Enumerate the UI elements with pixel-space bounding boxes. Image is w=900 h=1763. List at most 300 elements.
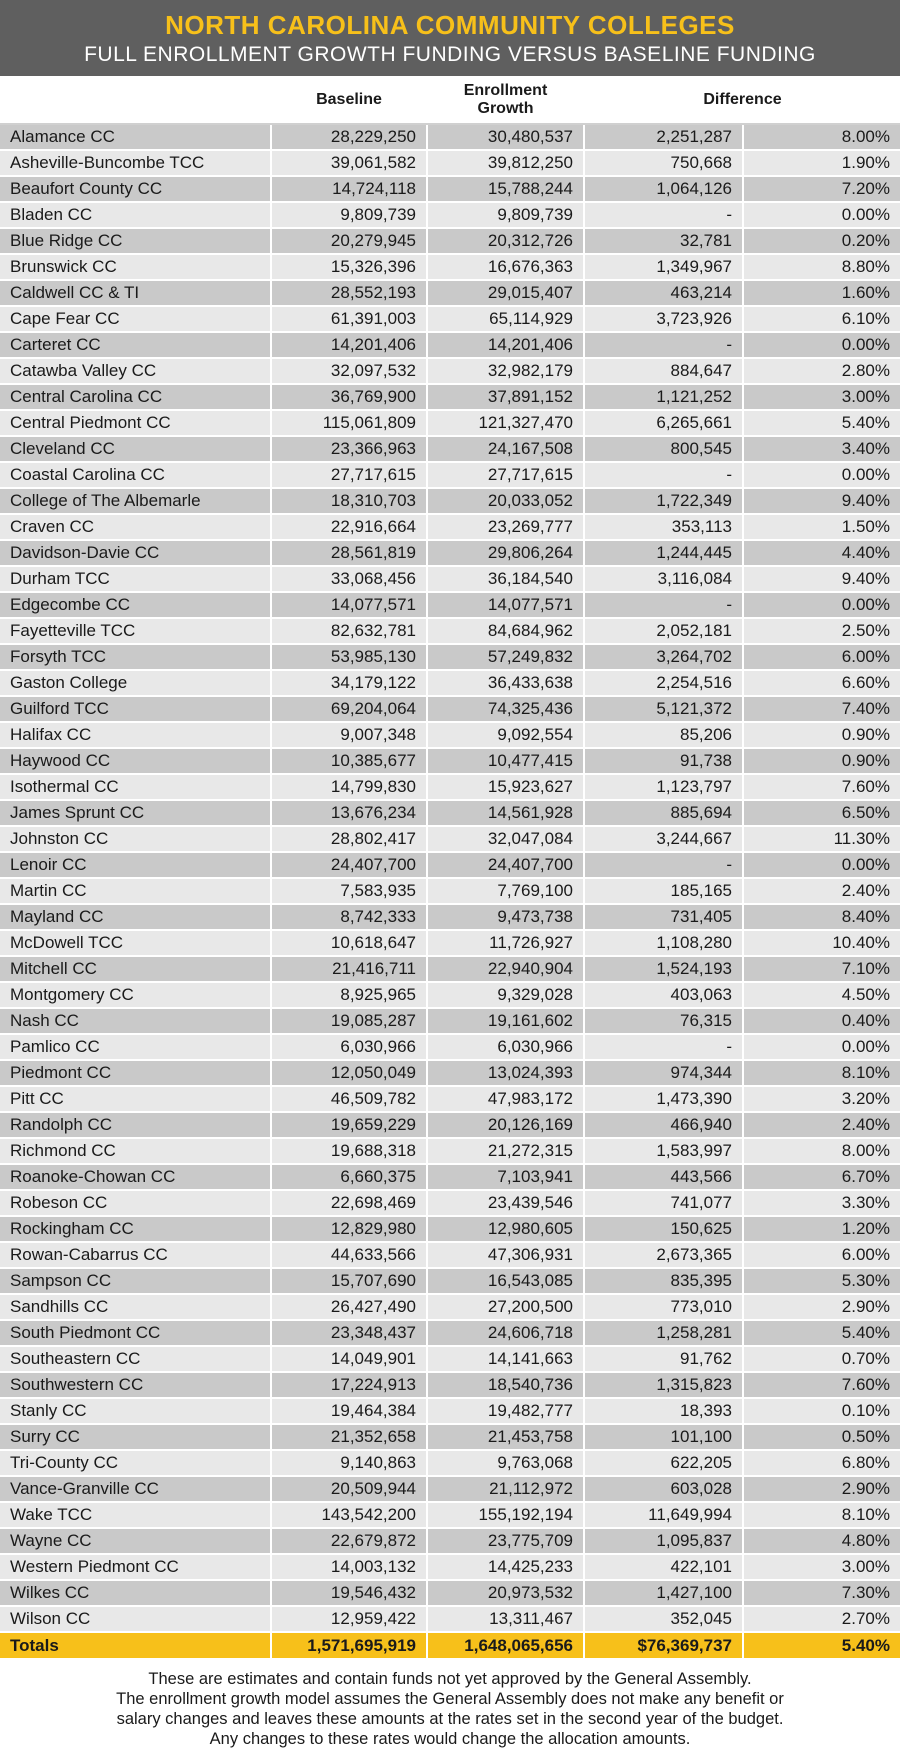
table-row: [0, 748, 900, 774]
table-row: [0, 904, 900, 930]
baseline-value: 12,829,980: [271, 1216, 427, 1242]
difference-amount: 185,165: [584, 878, 743, 904]
enrollment-growth-value: 29,015,407: [427, 280, 584, 306]
table-row: [0, 1112, 900, 1138]
college-name: Piedmont CC: [0, 1060, 271, 1086]
baseline-value: 14,201,406: [271, 332, 427, 358]
difference-amount: 353,113: [584, 514, 743, 540]
enrollment-growth-value: 121,327,470: [427, 410, 584, 436]
baseline-value: 61,391,003: [271, 306, 427, 332]
table-row: [0, 124, 900, 150]
difference-amount: 1,524,193: [584, 956, 743, 982]
college-name: Wilkes CC: [0, 1580, 271, 1606]
enrollment-growth-value: 23,775,709: [427, 1528, 584, 1554]
college-name: Mitchell CC: [0, 956, 271, 982]
enrollment-growth-value: 11,726,927: [427, 930, 584, 956]
enrollment-growth-value: 16,543,085: [427, 1268, 584, 1294]
difference-percent: 0.00%: [743, 1034, 900, 1060]
baseline-value: 23,366,963: [271, 436, 427, 462]
table-row: [0, 306, 900, 332]
difference-percent: 8.00%: [743, 124, 900, 150]
difference-amount: -: [584, 592, 743, 618]
enrollment-growth-value: 18,540,736: [427, 1372, 584, 1398]
difference-percent: 3.00%: [743, 384, 900, 410]
table-row: [0, 488, 900, 514]
baseline-value: 22,679,872: [271, 1528, 427, 1554]
table-body: [0, 124, 900, 1632]
difference-amount: 6,265,661: [584, 410, 743, 436]
enrollment-growth-value: 20,033,052: [427, 488, 584, 514]
baseline-value: 33,068,456: [271, 566, 427, 592]
enrollment-growth-value: 9,473,738: [427, 904, 584, 930]
table-row: [0, 1034, 900, 1060]
enrollment-growth-value: 9,329,028: [427, 982, 584, 1008]
college-name: Mayland CC: [0, 904, 271, 930]
college-name: Davidson-Davie CC: [0, 540, 271, 566]
table-row: [0, 956, 900, 982]
enrollment-growth-value: 13,311,467: [427, 1606, 584, 1632]
table-row: [0, 618, 900, 644]
table-row: [0, 1242, 900, 1268]
college-name: Carteret CC: [0, 332, 271, 358]
table-row: [0, 1294, 900, 1320]
table-row: [0, 826, 900, 852]
difference-amount: 463,214: [584, 280, 743, 306]
baseline-value: 15,326,396: [271, 254, 427, 280]
table-row: [0, 696, 900, 722]
baseline-value: 28,802,417: [271, 826, 427, 852]
baseline-value: 26,427,490: [271, 1294, 427, 1320]
enrollment-growth-value: 37,891,152: [427, 384, 584, 410]
table-row: [0, 1060, 900, 1086]
difference-percent: 7.60%: [743, 1372, 900, 1398]
enrollment-growth-value: 19,482,777: [427, 1398, 584, 1424]
difference-percent: 3.20%: [743, 1086, 900, 1112]
enrollment-growth-value: 155,192,194: [427, 1502, 584, 1528]
difference-percent: 7.40%: [743, 696, 900, 722]
baseline-value: 39,061,582: [271, 150, 427, 176]
college-name: Central Piedmont CC: [0, 410, 271, 436]
difference-amount: 2,052,181: [584, 618, 743, 644]
column-header-baseline: Baseline: [271, 76, 427, 124]
enrollment-growth-value: 6,030,966: [427, 1034, 584, 1060]
college-name: Tri-County CC: [0, 1450, 271, 1476]
difference-amount: 11,649,994: [584, 1502, 743, 1528]
baseline-value: 9,140,863: [271, 1450, 427, 1476]
baseline-value: 8,742,333: [271, 904, 427, 930]
table-row: [0, 514, 900, 540]
college-name: South Piedmont CC: [0, 1320, 271, 1346]
baseline-value: 6,660,375: [271, 1164, 427, 1190]
college-name: Roanoke-Chowan CC: [0, 1164, 271, 1190]
enrollment-growth-value: 23,439,546: [427, 1190, 584, 1216]
table-row: [0, 1450, 900, 1476]
difference-amount: 5,121,372: [584, 696, 743, 722]
college-name: Gaston College: [0, 670, 271, 696]
enrollment-growth-value: 14,561,928: [427, 800, 584, 826]
difference-amount: 32,781: [584, 228, 743, 254]
difference-amount: 466,940: [584, 1112, 743, 1138]
difference-percent: 9.40%: [743, 566, 900, 592]
difference-amount: 750,668: [584, 150, 743, 176]
difference-percent: 8.40%: [743, 904, 900, 930]
enrollment-growth-value: 84,684,962: [427, 618, 584, 644]
college-name: Wake TCC: [0, 1502, 271, 1528]
difference-percent: 0.00%: [743, 462, 900, 488]
baseline-value: 9,007,348: [271, 722, 427, 748]
difference-percent: 3.00%: [743, 1554, 900, 1580]
baseline-value: 18,310,703: [271, 488, 427, 514]
table-row: [0, 1372, 900, 1398]
college-name: Cleveland CC: [0, 436, 271, 462]
table-row: [0, 800, 900, 826]
baseline-value: 14,049,901: [271, 1346, 427, 1372]
baseline-value: 10,385,677: [271, 748, 427, 774]
difference-amount: 1,473,390: [584, 1086, 743, 1112]
table-row: [0, 1476, 900, 1502]
difference-amount: 2,673,365: [584, 1242, 743, 1268]
college-name: Cape Fear CC: [0, 306, 271, 332]
enrollment-growth-value: 10,477,415: [427, 748, 584, 774]
baseline-value: 22,698,469: [271, 1190, 427, 1216]
difference-percent: 1.20%: [743, 1216, 900, 1242]
baseline-value: 23,348,437: [271, 1320, 427, 1346]
table-row: [0, 202, 900, 228]
college-name: Blue Ridge CC: [0, 228, 271, 254]
difference-amount: 1,427,100: [584, 1580, 743, 1606]
college-name: Sampson CC: [0, 1268, 271, 1294]
baseline-value: 15,707,690: [271, 1268, 427, 1294]
difference-amount: 1,064,126: [584, 176, 743, 202]
enrollment-growth-value: 14,141,663: [427, 1346, 584, 1372]
enrollment-growth-value: 7,103,941: [427, 1164, 584, 1190]
enrollment-growth-value: 16,676,363: [427, 254, 584, 280]
difference-percent: 0.90%: [743, 748, 900, 774]
college-name: Surry CC: [0, 1424, 271, 1450]
difference-percent: 8.80%: [743, 254, 900, 280]
table-row: [0, 254, 900, 280]
difference-percent: 9.40%: [743, 488, 900, 514]
baseline-value: 14,724,118: [271, 176, 427, 202]
totals-difference-percent: 5.40%: [743, 1632, 900, 1659]
college-name: Isothermal CC: [0, 774, 271, 800]
difference-amount: 1,108,280: [584, 930, 743, 956]
college-name: Halifax CC: [0, 722, 271, 748]
baseline-value: 20,509,944: [271, 1476, 427, 1502]
difference-amount: 835,395: [584, 1268, 743, 1294]
difference-amount: -: [584, 1034, 743, 1060]
enrollment-growth-value: 14,425,233: [427, 1554, 584, 1580]
college-name: Coastal Carolina CC: [0, 462, 271, 488]
difference-amount: 974,344: [584, 1060, 743, 1086]
difference-percent: 2.50%: [743, 618, 900, 644]
college-name: Craven CC: [0, 514, 271, 540]
title-banner: [0, 0, 900, 76]
baseline-value: 8,925,965: [271, 982, 427, 1008]
college-name: Lenoir CC: [0, 852, 271, 878]
column-header-college: [0, 76, 271, 124]
college-name: Stanly CC: [0, 1398, 271, 1424]
college-name: Beaufort County CC: [0, 176, 271, 202]
funding-table: [0, 76, 900, 1660]
footnote-line: Any changes to these rates would change the allocation amounts.: [209, 1730, 691, 1748]
baseline-value: 12,050,049: [271, 1060, 427, 1086]
enrollment-growth-value: 21,453,758: [427, 1424, 584, 1450]
difference-percent: 6.80%: [743, 1450, 900, 1476]
college-name: Haywood CC: [0, 748, 271, 774]
college-name: Fayetteville TCC: [0, 618, 271, 644]
difference-percent: 0.00%: [743, 592, 900, 618]
enrollment-growth-value: 29,806,264: [427, 540, 584, 566]
table-row: [0, 1138, 900, 1164]
difference-amount: 884,647: [584, 358, 743, 384]
difference-amount: 403,063: [584, 982, 743, 1008]
difference-amount: 422,101: [584, 1554, 743, 1580]
table-row: [0, 1164, 900, 1190]
baseline-value: 28,229,250: [271, 124, 427, 150]
baseline-value: 34,179,122: [271, 670, 427, 696]
baseline-value: 24,407,700: [271, 852, 427, 878]
enrollment-growth-value: 47,983,172: [427, 1086, 584, 1112]
college-name: Martin CC: [0, 878, 271, 904]
table-row: [0, 1554, 900, 1580]
table-header-row: [0, 76, 900, 124]
difference-percent: 6.00%: [743, 1242, 900, 1268]
footnote-line: These are estimates and contain funds not yet approved by the General Assembly.: [148, 1670, 752, 1688]
enrollment-growth-value: 30,480,537: [427, 124, 584, 150]
college-name: Southeastern CC: [0, 1346, 271, 1372]
table-row: [0, 228, 900, 254]
enrollment-growth-value: 39,812,250: [427, 150, 584, 176]
baseline-value: 20,279,945: [271, 228, 427, 254]
table-row: [0, 176, 900, 202]
difference-percent: 7.30%: [743, 1580, 900, 1606]
difference-percent: 6.10%: [743, 306, 900, 332]
table-row: [0, 1216, 900, 1242]
difference-amount: 91,762: [584, 1346, 743, 1372]
baseline-value: 36,769,900: [271, 384, 427, 410]
column-header-enrollment-growth: Enrollment Growth: [427, 76, 584, 124]
table-row: [0, 1268, 900, 1294]
difference-amount: 2,254,516: [584, 670, 743, 696]
college-name: Robeson CC: [0, 1190, 271, 1216]
difference-amount: 150,625: [584, 1216, 743, 1242]
college-name: Wayne CC: [0, 1528, 271, 1554]
college-name: Pamlico CC: [0, 1034, 271, 1060]
baseline-value: 19,688,318: [271, 1138, 427, 1164]
college-name: Bladen CC: [0, 202, 271, 228]
difference-percent: 2.80%: [743, 358, 900, 384]
college-name: Asheville-Buncombe TCC: [0, 150, 271, 176]
college-name: Nash CC: [0, 1008, 271, 1034]
difference-amount: 101,100: [584, 1424, 743, 1450]
enrollment-growth-value: 15,788,244: [427, 176, 584, 202]
enrollment-growth-value: 57,249,832: [427, 644, 584, 670]
college-name: Edgecombe CC: [0, 592, 271, 618]
enrollment-growth-value: 32,047,084: [427, 826, 584, 852]
difference-amount: 1,121,252: [584, 384, 743, 410]
table-row: [0, 332, 900, 358]
difference-percent: 3.30%: [743, 1190, 900, 1216]
table-row: [0, 1528, 900, 1554]
enrollment-growth-value: 13,024,393: [427, 1060, 584, 1086]
college-name: Alamance CC: [0, 124, 271, 150]
difference-amount: 3,264,702: [584, 644, 743, 670]
difference-percent: 2.40%: [743, 1112, 900, 1138]
difference-percent: 1.50%: [743, 514, 900, 540]
table-row: [0, 878, 900, 904]
table-row: [0, 566, 900, 592]
table-row: [0, 1190, 900, 1216]
enrollment-growth-value: 23,269,777: [427, 514, 584, 540]
table-row: [0, 384, 900, 410]
baseline-value: 13,676,234: [271, 800, 427, 826]
difference-percent: 0.20%: [743, 228, 900, 254]
enrollment-growth-value: 12,980,605: [427, 1216, 584, 1242]
baseline-value: 28,561,819: [271, 540, 427, 566]
difference-amount: 3,244,667: [584, 826, 743, 852]
enrollment-growth-value: 20,312,726: [427, 228, 584, 254]
difference-amount: 91,738: [584, 748, 743, 774]
college-name: Rockingham CC: [0, 1216, 271, 1242]
footnote-line: The enrollment growth model assumes the General Assembly does not make any benefit or: [116, 1690, 784, 1708]
difference-percent: 0.00%: [743, 202, 900, 228]
enrollment-growth-value: 20,126,169: [427, 1112, 584, 1138]
baseline-value: 46,509,782: [271, 1086, 427, 1112]
difference-percent: 0.10%: [743, 1398, 900, 1424]
column-header-difference: Difference: [584, 76, 900, 124]
page-subtitle: FULL ENROLLMENT GROWTH FUNDING VERSUS BASELINE FUNDING: [84, 43, 816, 66]
baseline-value: 10,618,647: [271, 930, 427, 956]
college-name: Rowan-Cabarrus CC: [0, 1242, 271, 1268]
table-row: [0, 1086, 900, 1112]
totals-row: [0, 1632, 900, 1659]
baseline-value: 14,003,132: [271, 1554, 427, 1580]
difference-percent: 6.60%: [743, 670, 900, 696]
difference-amount: 885,694: [584, 800, 743, 826]
enrollment-growth-value: 36,184,540: [427, 566, 584, 592]
college-name: Forsyth TCC: [0, 644, 271, 670]
difference-percent: 1.60%: [743, 280, 900, 306]
table-row: [0, 930, 900, 956]
baseline-value: 82,632,781: [271, 618, 427, 644]
table-row: [0, 670, 900, 696]
difference-percent: 0.40%: [743, 1008, 900, 1034]
difference-percent: 4.50%: [743, 982, 900, 1008]
difference-amount: 85,206: [584, 722, 743, 748]
baseline-value: 7,583,935: [271, 878, 427, 904]
difference-percent: 5.30%: [743, 1268, 900, 1294]
enrollment-growth-value: 27,717,615: [427, 462, 584, 488]
difference-amount: 76,315: [584, 1008, 743, 1034]
enrollment-growth-value: 21,112,972: [427, 1476, 584, 1502]
college-name: Guilford TCC: [0, 696, 271, 722]
baseline-value: 12,959,422: [271, 1606, 427, 1632]
baseline-value: 53,985,130: [271, 644, 427, 670]
college-name: Randolph CC: [0, 1112, 271, 1138]
enrollment-growth-value: 9,763,068: [427, 1450, 584, 1476]
college-name: Brunswick CC: [0, 254, 271, 280]
totals-baseline: 1,571,695,919: [271, 1632, 427, 1659]
difference-percent: 8.00%: [743, 1138, 900, 1164]
difference-percent: 8.10%: [743, 1060, 900, 1086]
table-row: [0, 1424, 900, 1450]
difference-amount: 443,566: [584, 1164, 743, 1190]
footnote-line: salary changes and leaves these amounts at the rates set in the second year of the budget.: [116, 1710, 784, 1728]
baseline-value: 28,552,193: [271, 280, 427, 306]
difference-percent: 11.30%: [743, 826, 900, 852]
table-row: [0, 1398, 900, 1424]
baseline-value: 17,224,913: [271, 1372, 427, 1398]
enrollment-growth-value: 32,982,179: [427, 358, 584, 384]
difference-percent: 10.40%: [743, 930, 900, 956]
table-row: [0, 540, 900, 566]
baseline-value: 9,809,739: [271, 202, 427, 228]
baseline-value: 115,061,809: [271, 410, 427, 436]
difference-amount: 741,077: [584, 1190, 743, 1216]
enrollment-growth-value: 14,201,406: [427, 332, 584, 358]
enrollment-growth-value: 20,973,532: [427, 1580, 584, 1606]
difference-percent: 1.90%: [743, 150, 900, 176]
difference-percent: 6.00%: [743, 644, 900, 670]
college-name: Durham TCC: [0, 566, 271, 592]
difference-percent: 2.90%: [743, 1476, 900, 1502]
difference-amount: -: [584, 852, 743, 878]
baseline-value: 19,659,229: [271, 1112, 427, 1138]
enrollment-growth-value: 27,200,500: [427, 1294, 584, 1320]
difference-amount: 603,028: [584, 1476, 743, 1502]
college-name: Catawba Valley CC: [0, 358, 271, 384]
difference-percent: 6.70%: [743, 1164, 900, 1190]
difference-percent: 5.40%: [743, 410, 900, 436]
table-row: [0, 852, 900, 878]
enrollment-growth-value: 15,923,627: [427, 774, 584, 800]
enrollment-growth-value: 65,114,929: [427, 306, 584, 332]
table-row: [0, 436, 900, 462]
table-row: [0, 722, 900, 748]
enrollment-growth-value: 47,306,931: [427, 1242, 584, 1268]
difference-amount: 1,095,837: [584, 1528, 743, 1554]
enrollment-growth-value: 24,407,700: [427, 852, 584, 878]
table-row: [0, 982, 900, 1008]
difference-percent: 7.20%: [743, 176, 900, 202]
enrollment-growth-value: 19,161,602: [427, 1008, 584, 1034]
difference-percent: 0.50%: [743, 1424, 900, 1450]
difference-percent: 2.70%: [743, 1606, 900, 1632]
difference-amount: 800,545: [584, 436, 743, 462]
difference-amount: 1,722,349: [584, 488, 743, 514]
baseline-value: 21,352,658: [271, 1424, 427, 1450]
footnote: [0, 1660, 900, 1749]
college-name: Central Carolina CC: [0, 384, 271, 410]
college-name: Johnston CC: [0, 826, 271, 852]
baseline-value: 27,717,615: [271, 462, 427, 488]
college-name: Montgomery CC: [0, 982, 271, 1008]
table-row: [0, 1346, 900, 1372]
difference-amount: 731,405: [584, 904, 743, 930]
baseline-value: 22,916,664: [271, 514, 427, 540]
difference-percent: 3.40%: [743, 436, 900, 462]
baseline-value: 44,633,566: [271, 1242, 427, 1268]
college-name: Sandhills CC: [0, 1294, 271, 1320]
table-row: [0, 1502, 900, 1528]
enrollment-growth-value: 24,606,718: [427, 1320, 584, 1346]
college-name: Vance-Granville CC: [0, 1476, 271, 1502]
college-name: Wilson CC: [0, 1606, 271, 1632]
enrollment-growth-value: 24,167,508: [427, 436, 584, 462]
table-row: [0, 1580, 900, 1606]
difference-amount: 3,116,084: [584, 566, 743, 592]
